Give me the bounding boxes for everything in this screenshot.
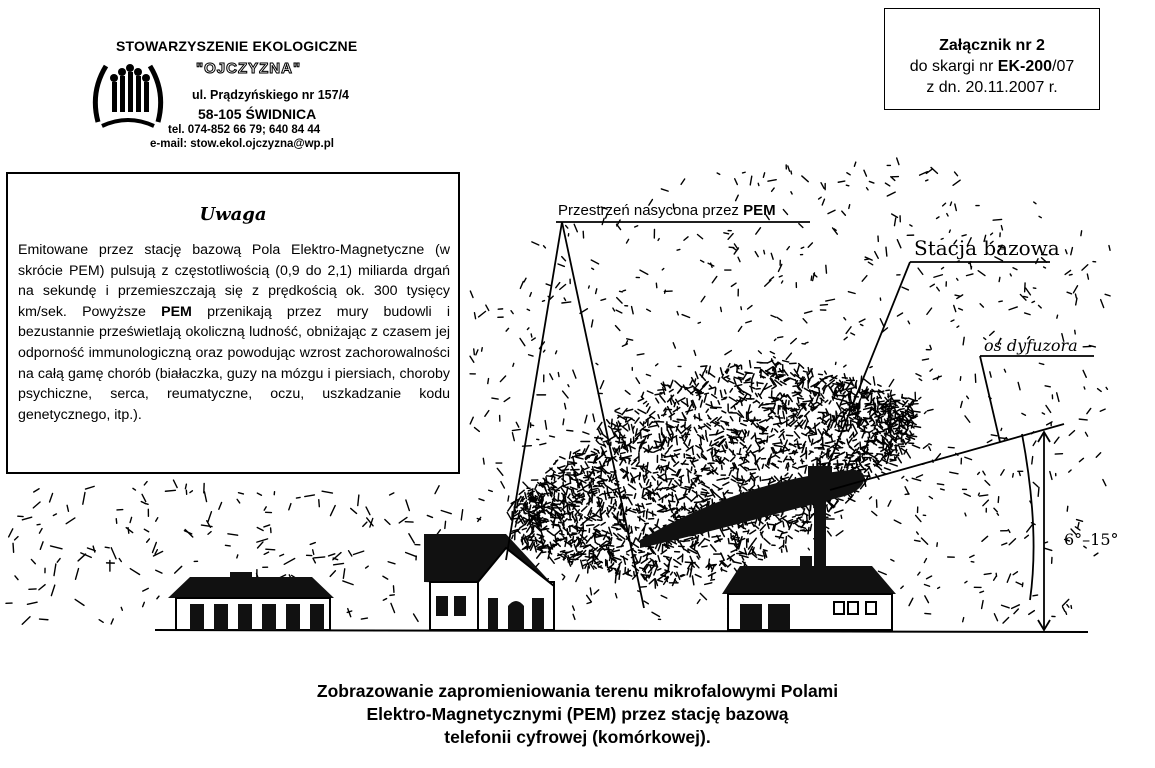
note-text-part2: przenikają przez mury budowli i bezustannie prześwietlają okoliczną ludność, obniżając z czasem jej odporność immunologiczną oraz powodując wzrost zachorowalności na całą gamę chorób (białaczka, guzy na mózgu i piersiach, choroby psychiczne, serca, reumatyczne, oczu, uszkadzanie kodu genetycznego, itp.).	[18, 303, 450, 423]
organization-city: 58-105 ŚWIDNICA	[198, 106, 317, 122]
organization-header	[88, 36, 408, 156]
building-station	[722, 556, 896, 630]
annex-title: Załącznik nr 2	[939, 37, 1045, 54]
warning-note	[6, 172, 460, 474]
organization-logo	[88, 52, 168, 132]
note-title: Uwaga	[199, 204, 267, 225]
note-body	[18, 240, 450, 425]
label-diffuser-axis: oś dyfuzora	[984, 336, 1078, 355]
annex-box	[884, 8, 1100, 110]
label-pem-space-pem: PEM	[743, 202, 776, 219]
annex-complaint-line	[885, 56, 1099, 77]
note-pem: PEM	[161, 303, 192, 320]
organization-email: e-mail: stow.ekol.ojczyzna@wp.pl	[150, 138, 334, 150]
label-pem-space-text: Przestrzeń nasycona przez	[558, 202, 744, 219]
organization-street: ul. Prądzyńskiego nr 157/4	[192, 88, 350, 102]
figure-caption	[0, 680, 1155, 749]
note-text-part1: Emitowane przez stację bazową Pola Elektro-Magnetyczne (w skrócie PEM) pulsują z częstotliwością (0,9 do 2,1) miliarda drgań na sekundę i przemieszczają się z prędkością ok. 300 tysięcy km/sek. Powyższe	[18, 242, 450, 320]
caption-line2: Elektro-Magnetycznymi (PEM) przez stację bazową	[366, 704, 789, 724]
annex-complaint-number: EK-200	[997, 58, 1053, 75]
building-left	[168, 572, 334, 630]
building-middle	[424, 534, 554, 630]
organization-phone: tel. 074-852 66 79; 640 84 44	[168, 124, 321, 136]
label-pem-space	[558, 202, 776, 219]
annex-suffix: /07	[1052, 58, 1075, 75]
label-angle: 6°–15°	[1064, 530, 1119, 549]
organization-name: STOWARZYSZENIE EKOLOGICZNE	[116, 38, 358, 54]
annex-prefix: do skargi nr	[909, 58, 998, 75]
label-base-station: Stacja bazowa	[914, 236, 1060, 260]
organization-short-name: "OJCZYZNA"	[196, 60, 302, 77]
annex-date: z dn. 20.11.2007 r.	[926, 79, 1058, 96]
caption-line3: telefonii cyfrowej (komórkowej).	[444, 727, 711, 747]
caption-line1: Zobrazowanie zapromieniowania terenu mikrofalowymi Polami	[316, 681, 839, 701]
